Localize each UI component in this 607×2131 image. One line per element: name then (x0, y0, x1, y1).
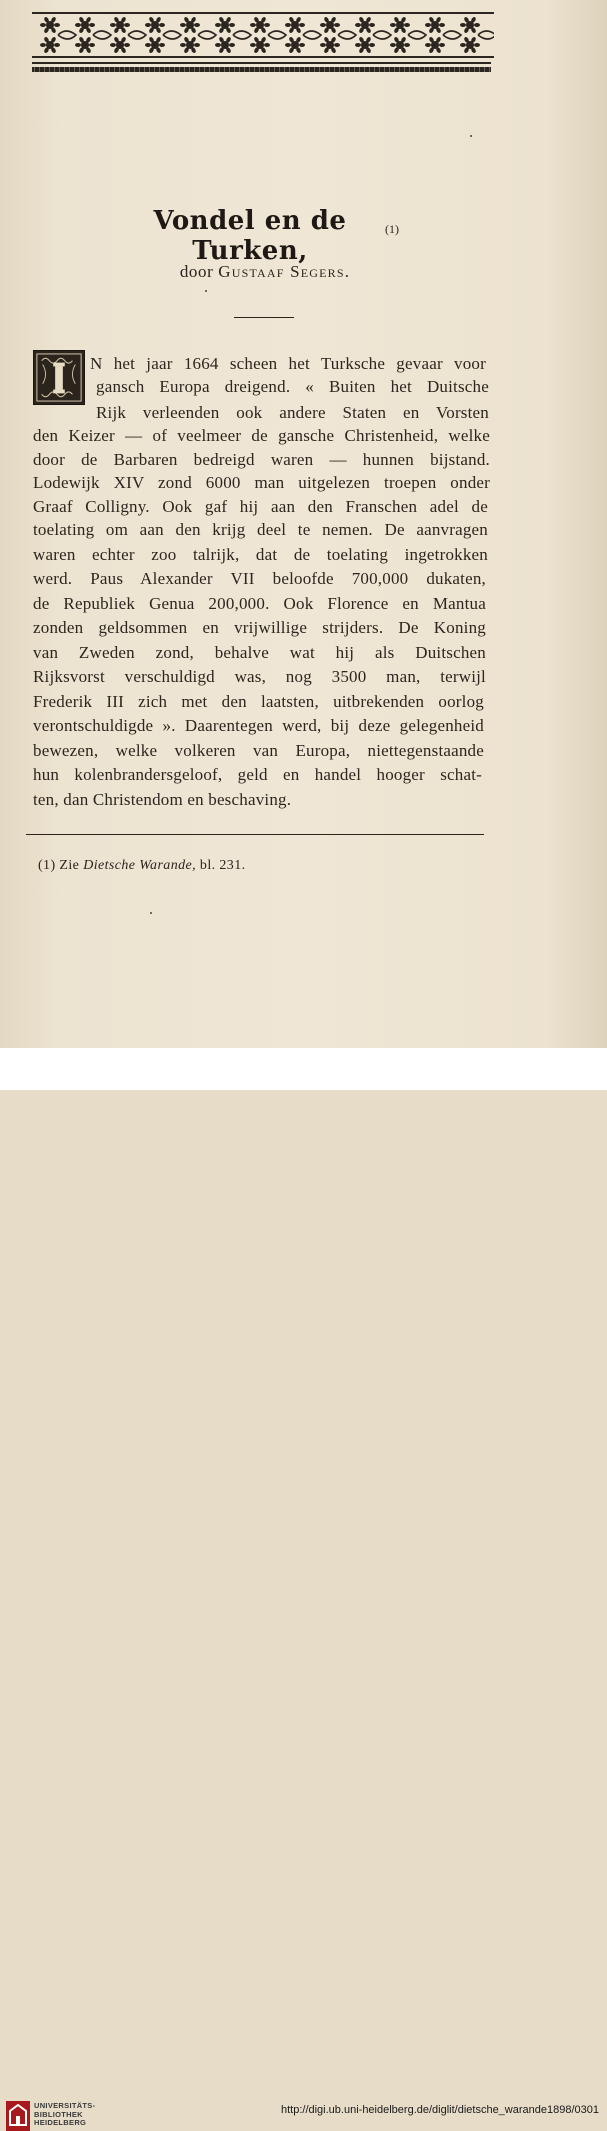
source-url[interactable]: http://digi.ub.uni-heidelberg.de/diglit/dietsche_warande1898/0301 (280, 2104, 599, 2116)
library-logo-text (34, 2102, 95, 2128)
body-line: werd. Paus Alexander VII beloofde 700,000 dukaten, (33, 569, 486, 588)
body-line: toelating om aan den krijg deel te nemen. De aanvragen (33, 520, 488, 539)
ornament-rule (32, 62, 491, 64)
body-line: waren echter zoo talrijk, dat de toelating ingetrokken (33, 545, 488, 564)
library-logo-icon (6, 2101, 30, 2131)
body-line: Frederik III zich met den laatsten, uitbrekenden oorlog (33, 692, 484, 711)
body-line: Lodewijk XIV zond 6000 man uitgelezen troepen onder (33, 473, 490, 492)
decorated-initial (33, 350, 85, 405)
footnote-mark: (1) Zie (38, 858, 80, 873)
speck (205, 290, 207, 292)
body-line: den Keizer — of veelmeer de gansche Christenheid, welke (33, 426, 490, 445)
body-line: Rijk verleenden ook andere Staten en Vorsten (96, 403, 489, 422)
body-line: hun kolenbrandersgeloof, geld en handel hooger schat- (33, 765, 482, 784)
body-line: ten, dan Christendom en beschaving. (33, 790, 292, 809)
speck (150, 912, 152, 914)
byline-prefix: door (179, 262, 214, 281)
body-line: bewezen, welke volkeren van Europa, niettegenstaande (33, 741, 484, 760)
body-line: verontschuldigde ». Daarentegen werd, bij deze gelegenheid (33, 716, 484, 735)
body-line: N het jaar 1664 scheen het Turksche gevaar voor (90, 354, 486, 373)
article-title: Vondel en de Turken, (153, 206, 347, 266)
floral-border-icon (32, 12, 494, 58)
body-line: zonden geldsommen en vrijwillige strijders. De Koning (33, 618, 486, 637)
body-line: Graaf Colligny. Ook gaf hij aan den Franschen adel de (33, 497, 488, 516)
body-line: door de Barbaren bedreigd waren — hunnen bijstand. (33, 450, 490, 469)
byline-author: Gustaaf Segers. (218, 262, 351, 281)
viewer-footer (0, 1048, 607, 2127)
body-line: gansch Europa dreigend. « Buiten het Duitsche (96, 377, 489, 396)
body-line: Rijksvorst verschuldigd was, nog 3500 man, terwijl (33, 667, 486, 686)
scanned-page (0, 0, 607, 1048)
logo-line: HEIDELBERG (34, 2118, 87, 2127)
speck (470, 135, 472, 137)
logo-line: UNIVERSITÄTS- (34, 2101, 96, 2110)
decorated-initial-icon (34, 351, 84, 404)
title-footnote-mark: (1) (385, 222, 399, 236)
footnote-source: Dietsche Warande, (83, 858, 197, 873)
body-line: van Zweden zond, behalve wat hij als Duitschen (33, 643, 486, 662)
footnote (38, 858, 246, 874)
body-line: de Republiek Genua 200,000. Ook Florence en Mantua (33, 594, 486, 613)
ornament-rule-hatched (32, 67, 491, 72)
logo-line: BIBLIOTHEK (34, 2109, 83, 2119)
footnote-rule (26, 834, 484, 835)
byline (120, 262, 410, 282)
footnote-page-ref: bl. 231. (199, 858, 246, 873)
title-divider (234, 317, 294, 318)
